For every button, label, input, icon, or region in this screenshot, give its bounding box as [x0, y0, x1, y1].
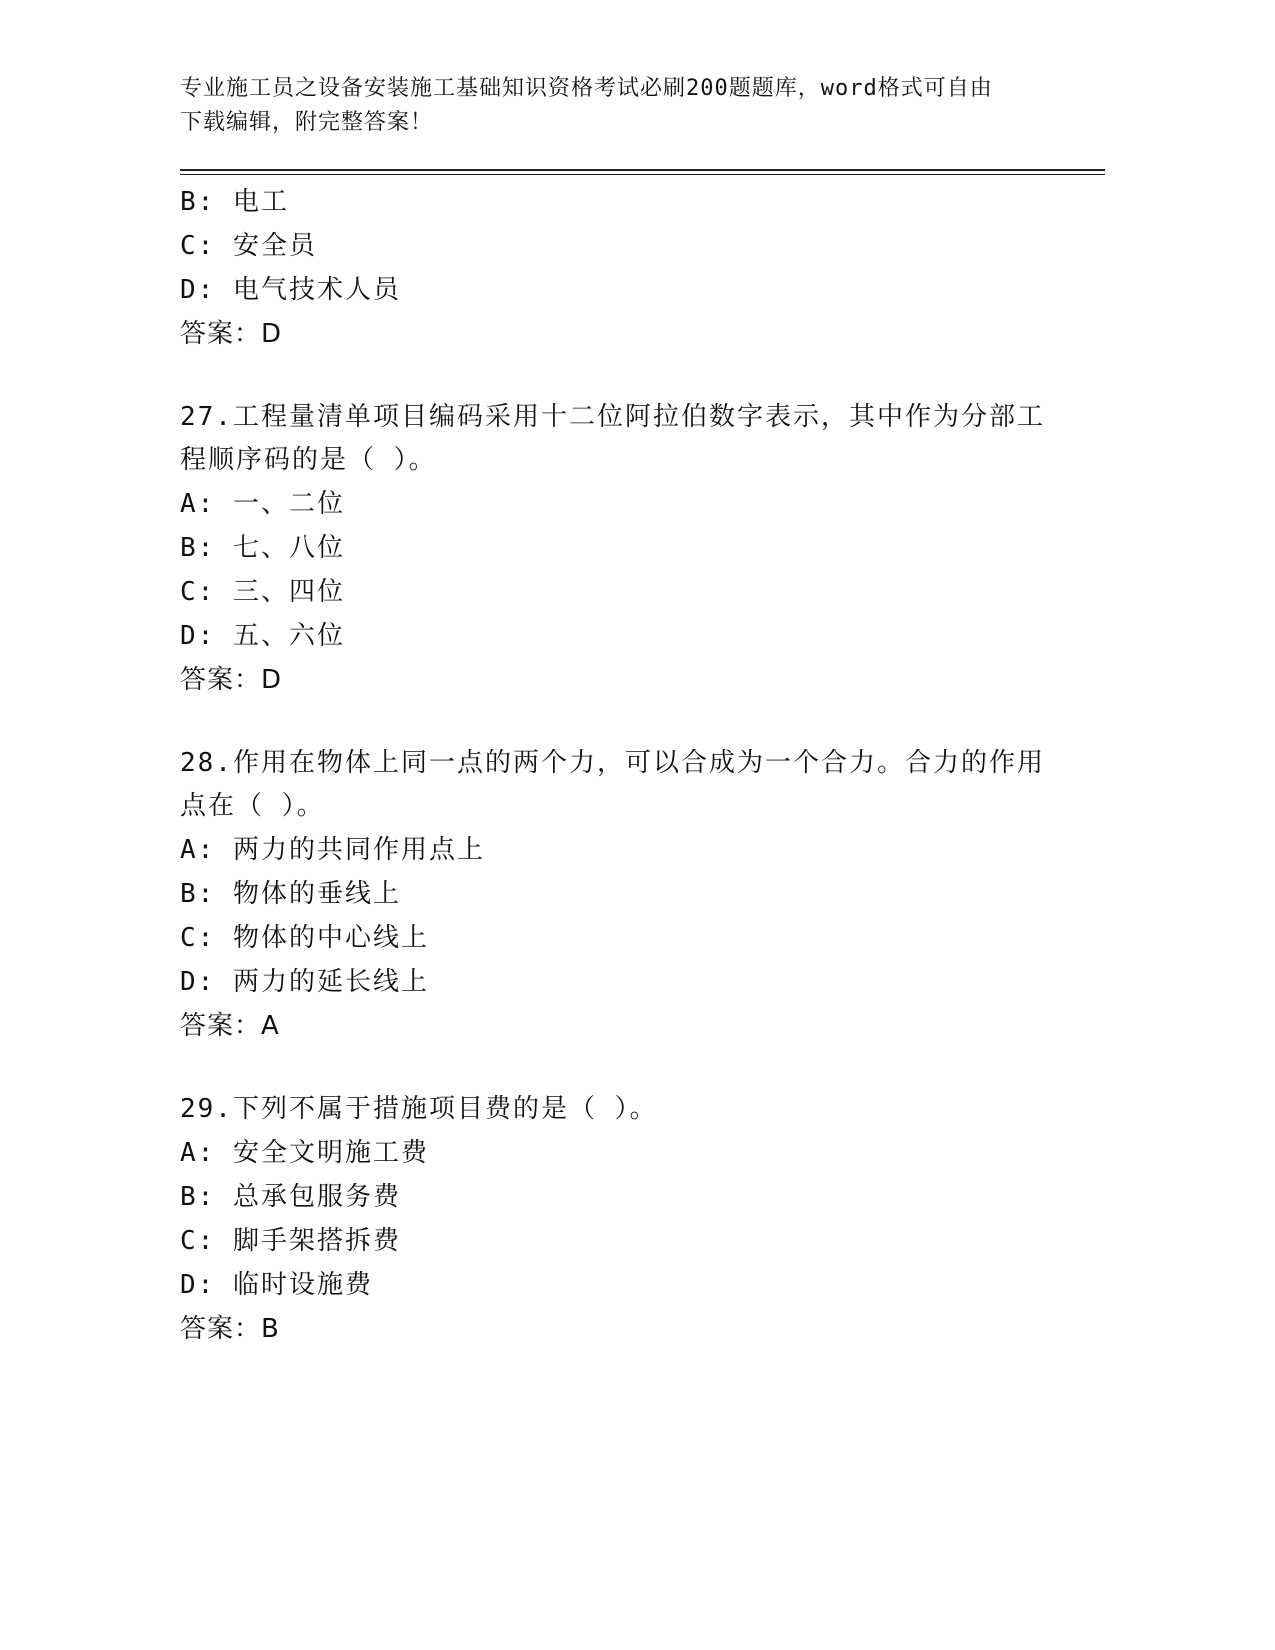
option-label: B: — [180, 187, 216, 217]
option-text: 物体的中心线上 — [232, 923, 429, 953]
option-a — [180, 1131, 1060, 1175]
option-text: 五、六位 — [232, 621, 345, 651]
option-label: D: — [180, 275, 216, 305]
option-label: B: — [180, 1182, 216, 1212]
option-text: 安全文明施工费 — [232, 1138, 429, 1168]
option-label: C: — [180, 577, 216, 607]
option-text: 七、八位 — [232, 533, 345, 563]
option-label: D: — [180, 967, 216, 997]
option-label: B: — [180, 533, 216, 563]
header-rule-thick — [180, 169, 1105, 171]
option-a — [180, 482, 1060, 526]
answer-line: 答案：D — [180, 665, 283, 695]
option-text: 电气技术人员 — [232, 275, 401, 305]
option-c — [180, 570, 1060, 614]
option-c — [180, 1219, 1060, 1263]
question-27 — [180, 396, 1060, 702]
option-b — [180, 1175, 1060, 1219]
option-text: 三、四位 — [232, 577, 345, 607]
option-b — [180, 526, 1060, 570]
option-text: 总承包服务费 — [232, 1182, 401, 1212]
document-header: 专业施工员之设备安装施工基础知识资格考试必刷200题题库，word格式可自由 下载编辑，附完整答案！ — [180, 76, 993, 135]
question-28 — [180, 742, 1060, 1048]
option-label: D: — [180, 621, 216, 651]
option-label: C: — [180, 231, 216, 261]
question-text: 27.工程量清单项目编码采用十二位阿拉伯数字表示，其中作为分部工 程顺序码的是（ ）。 — [180, 402, 1045, 475]
header-rule-thin — [180, 174, 1105, 175]
question-continued — [180, 180, 1060, 356]
answer-line: 答案：D — [180, 319, 283, 349]
option-d — [180, 614, 1060, 658]
option-d — [180, 268, 1060, 312]
question-list — [180, 180, 1060, 1351]
option-text: 两力的共同作用点上 — [232, 835, 485, 865]
question-text: 29.下列不属于措施项目费的是（ ）。 — [180, 1094, 658, 1124]
answer-line: 答案：A — [180, 1011, 280, 1041]
option-a — [180, 828, 1060, 872]
option-text: 两力的延长线上 — [232, 967, 429, 997]
option-label: A: — [180, 489, 216, 519]
option-label: C: — [180, 1226, 216, 1256]
option-d — [180, 960, 1060, 1004]
option-text: 电工 — [232, 187, 289, 217]
option-b — [180, 180, 1060, 224]
option-text: 一、二位 — [232, 489, 345, 519]
option-text: 物体的垂线上 — [232, 879, 401, 909]
option-c — [180, 224, 1060, 268]
option-text: 安全员 — [232, 231, 317, 261]
option-text: 脚手架搭拆费 — [232, 1226, 401, 1256]
option-label: A: — [180, 1138, 216, 1168]
option-label: C: — [180, 923, 216, 953]
question-29 — [180, 1088, 1060, 1351]
option-b — [180, 872, 1060, 916]
option-label: B: — [180, 879, 216, 909]
option-text: 临时设施费 — [232, 1270, 373, 1300]
option-c — [180, 916, 1060, 960]
question-text: 28.作用在物体上同一点的两个力，可以合成为一个合力。合力的作用 点在（ ）。 — [180, 748, 1045, 821]
option-label: A: — [180, 835, 216, 865]
option-label: D: — [180, 1270, 216, 1300]
option-d — [180, 1263, 1060, 1307]
answer-line: 答案：B — [180, 1314, 280, 1344]
